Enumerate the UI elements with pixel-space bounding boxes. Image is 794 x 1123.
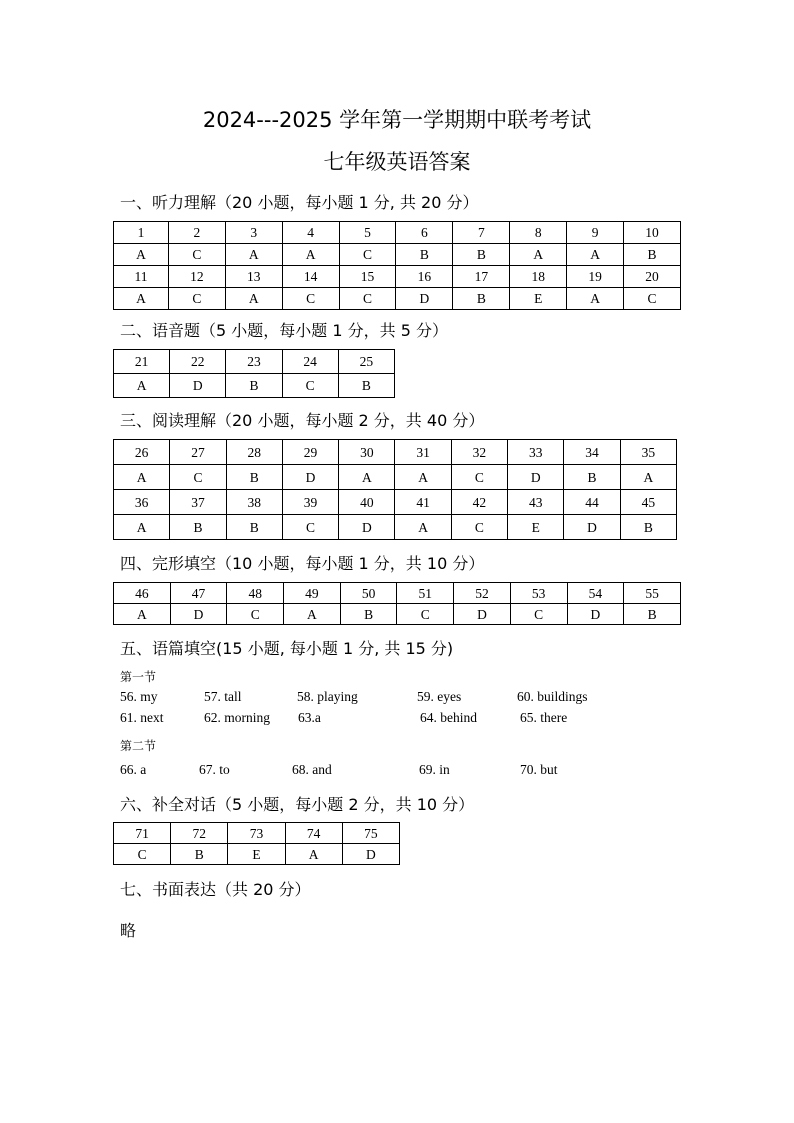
answer-cell: B: [338, 374, 394, 398]
question-number-cell: 3: [225, 222, 282, 244]
question-number-cell: 19: [567, 266, 624, 288]
fill-answer: 68. and: [292, 762, 332, 777]
question-number-cell: 1: [114, 222, 169, 244]
answer-cell: C: [397, 604, 454, 625]
answer-cell: A: [395, 465, 451, 490]
answer-cell: D: [170, 374, 226, 398]
answer-cell: A: [114, 604, 171, 625]
answer-row: [114, 288, 681, 310]
question-number-row: [114, 583, 681, 604]
question-number-cell: 43: [508, 490, 564, 515]
fill-answer: 64. behind: [420, 710, 477, 725]
fill-answer: 66. a: [120, 762, 147, 777]
question-number-cell: 42: [451, 490, 507, 515]
answer-cell: D: [508, 465, 564, 490]
answer-cell: E: [228, 844, 285, 865]
question-number-cell: 32: [451, 440, 507, 465]
question-number-cell: 20: [624, 266, 681, 288]
question-number-row: [114, 490, 677, 515]
question-number-cell: 11: [114, 266, 169, 288]
question-number-cell: 74: [285, 823, 342, 844]
answer-cell: A: [114, 374, 170, 398]
answer-cell: A: [114, 244, 169, 266]
question-number-cell: 55: [624, 583, 681, 604]
question-number-cell: 72: [171, 823, 228, 844]
answer-cell: B: [453, 288, 510, 310]
answer-cell: B: [340, 604, 397, 625]
question-number-cell: 51: [397, 583, 454, 604]
answer-cell: B: [624, 604, 681, 625]
question-number-cell: 41: [395, 490, 451, 515]
answer-cell: D: [342, 844, 399, 865]
question-number-cell: 24: [282, 350, 338, 374]
section-1-heading: 一、听力理解（20 小题，每小题 1 分, 共 20 分）: [120, 193, 479, 212]
question-number-cell: 73: [228, 823, 285, 844]
answer-cell: A: [510, 244, 567, 266]
answer-cell: A: [395, 515, 451, 540]
fill-answer: 63.a: [298, 710, 321, 725]
question-number-cell: 47: [170, 583, 227, 604]
fill-answer: 59. eyes: [417, 689, 462, 704]
answer-cell: E: [508, 515, 564, 540]
fill-answer: 62. morning: [204, 710, 270, 725]
answer-cell: B: [226, 374, 282, 398]
answer-cell: C: [451, 515, 507, 540]
answer-cell: C: [282, 515, 338, 540]
answer-cell: C: [510, 604, 567, 625]
answer-cell: A: [567, 244, 624, 266]
answer-cell: A: [284, 604, 341, 625]
answer-cell: B: [396, 244, 453, 266]
answer-cell: C: [227, 604, 284, 625]
answer-cell: C: [168, 288, 225, 310]
question-number-cell: 33: [508, 440, 564, 465]
answer-cell: D: [170, 604, 227, 625]
fill-answer: 58. playing: [297, 689, 358, 704]
question-number-cell: 40: [339, 490, 395, 515]
question-number-cell: 37: [170, 490, 226, 515]
page-title: 2024---2025 学年第一学期期中联考考试: [202, 108, 592, 132]
question-number-cell: 54: [567, 583, 624, 604]
fill-answer: 65. there: [520, 710, 568, 725]
answer-cell: B: [226, 465, 282, 490]
answer-cell: D: [567, 604, 624, 625]
section-3-answer-table: [113, 439, 677, 540]
question-number-row: [114, 350, 395, 374]
question-number-cell: 49: [284, 583, 341, 604]
question-number-cell: 5: [339, 222, 396, 244]
answer-cell: C: [451, 465, 507, 490]
fill-answer: 57. tall: [204, 689, 242, 704]
question-number-cell: 12: [168, 266, 225, 288]
question-number-cell: 50: [340, 583, 397, 604]
answer-cell: A: [225, 244, 282, 266]
fill-answer: 61. next: [120, 710, 164, 725]
answer-row: [114, 374, 395, 398]
section-5-part-1-label: 第一节: [120, 670, 157, 684]
answer-cell: C: [282, 288, 339, 310]
answer-cell: B: [624, 244, 681, 266]
question-number-cell: 6: [396, 222, 453, 244]
question-number-cell: 75: [342, 823, 399, 844]
answer-cell: A: [282, 244, 339, 266]
fill-answer: 70. but: [520, 762, 558, 777]
question-number-row: [114, 222, 681, 244]
answer-cell: B: [453, 244, 510, 266]
answer-cell: C: [170, 465, 226, 490]
question-number-cell: 13: [225, 266, 282, 288]
answer-cell: C: [114, 844, 171, 865]
question-number-cell: 39: [282, 490, 338, 515]
question-number-cell: 48: [227, 583, 284, 604]
section-4-answer-table: [113, 582, 681, 625]
section-6-heading: 六、补全对话（5 小题，每小题 2 分，共 10 分）: [120, 795, 475, 814]
answer-cell: B: [170, 515, 226, 540]
answer-cell: D: [282, 465, 338, 490]
question-number-cell: 15: [339, 266, 396, 288]
question-number-cell: 44: [564, 490, 620, 515]
question-number-row: [114, 823, 400, 844]
fill-answer: 69. in: [419, 762, 450, 777]
answer-cell: B: [226, 515, 282, 540]
question-number-cell: 46: [114, 583, 171, 604]
question-number-cell: 8: [510, 222, 567, 244]
answer-cell: C: [624, 288, 681, 310]
answer-cell: D: [396, 288, 453, 310]
question-number-cell: 53: [510, 583, 567, 604]
section-2-heading: 二、语音题（5 小题，每小题 1 分，共 5 分）: [120, 321, 448, 340]
question-number-cell: 34: [564, 440, 620, 465]
answer-cell: B: [171, 844, 228, 865]
question-number-cell: 26: [114, 440, 170, 465]
answer-row: [114, 515, 677, 540]
question-number-cell: 14: [282, 266, 339, 288]
answer-cell: A: [114, 515, 170, 540]
question-number-cell: 25: [338, 350, 394, 374]
answer-cell: D: [564, 515, 620, 540]
question-number-cell: 21: [114, 350, 170, 374]
answer-cell: C: [339, 244, 396, 266]
section-7-heading: 七、书面表达（共 20 分）: [120, 880, 311, 899]
question-number-cell: 52: [454, 583, 511, 604]
question-number-cell: 27: [170, 440, 226, 465]
page-subtitle: 七年级英语答案: [323, 150, 471, 174]
answer-cell: B: [564, 465, 620, 490]
section-4-heading: 四、完形填空（10 小题，每小题 1 分，共 10 分）: [120, 554, 485, 573]
question-number-cell: 10: [624, 222, 681, 244]
answer-cell: A: [567, 288, 624, 310]
fill-answer: 60. buildings: [517, 689, 588, 704]
question-number-cell: 23: [226, 350, 282, 374]
answer-cell: C: [168, 244, 225, 266]
question-number-cell: 28: [226, 440, 282, 465]
question-number-cell: 9: [567, 222, 624, 244]
section-6-answer-table: [113, 822, 400, 865]
question-number-cell: 22: [170, 350, 226, 374]
answer-cell: A: [114, 288, 169, 310]
section-5-heading: 五、语篇填空(15 小题, 每小题 1 分, 共 15 分): [120, 639, 454, 658]
question-number-cell: 4: [282, 222, 339, 244]
section-5-part-2-label: 第二节: [120, 739, 157, 753]
question-number-cell: 18: [510, 266, 567, 288]
question-number-row: [114, 440, 677, 465]
answer-cell: A: [285, 844, 342, 865]
question-number-cell: 29: [282, 440, 338, 465]
question-number-cell: 71: [114, 823, 171, 844]
question-number-cell: 35: [620, 440, 676, 465]
answer-row: [114, 465, 677, 490]
question-number-cell: 30: [339, 440, 395, 465]
question-number-cell: 7: [453, 222, 510, 244]
section-1-answer-table: [113, 221, 681, 310]
answer-row: [114, 844, 400, 865]
answer-row: [114, 604, 681, 625]
question-number-cell: 45: [620, 490, 676, 515]
question-number-cell: 17: [453, 266, 510, 288]
answer-cell: E: [510, 288, 567, 310]
answer-cell: C: [339, 288, 396, 310]
answer-cell: A: [339, 465, 395, 490]
question-number-cell: 38: [226, 490, 282, 515]
section-2-answer-table: [113, 349, 395, 398]
section-7-omitted-note: 略: [120, 921, 137, 940]
answer-cell: A: [620, 465, 676, 490]
question-number-cell: 31: [395, 440, 451, 465]
answer-row: [114, 244, 681, 266]
question-number-cell: 16: [396, 266, 453, 288]
section-3-heading: 三、阅读理解（20 小题，每小题 2 分，共 40 分）: [120, 411, 485, 430]
question-number-cell: 36: [114, 490, 170, 515]
question-number-cell: 2: [168, 222, 225, 244]
answer-cell: A: [225, 288, 282, 310]
answer-cell: C: [282, 374, 338, 398]
fill-answer: 56. my: [120, 689, 158, 704]
answer-cell: A: [114, 465, 170, 490]
fill-answer: 67. to: [199, 762, 230, 777]
question-number-row: [114, 266, 681, 288]
answer-cell: D: [339, 515, 395, 540]
answer-cell: D: [454, 604, 511, 625]
answer-cell: B: [620, 515, 676, 540]
